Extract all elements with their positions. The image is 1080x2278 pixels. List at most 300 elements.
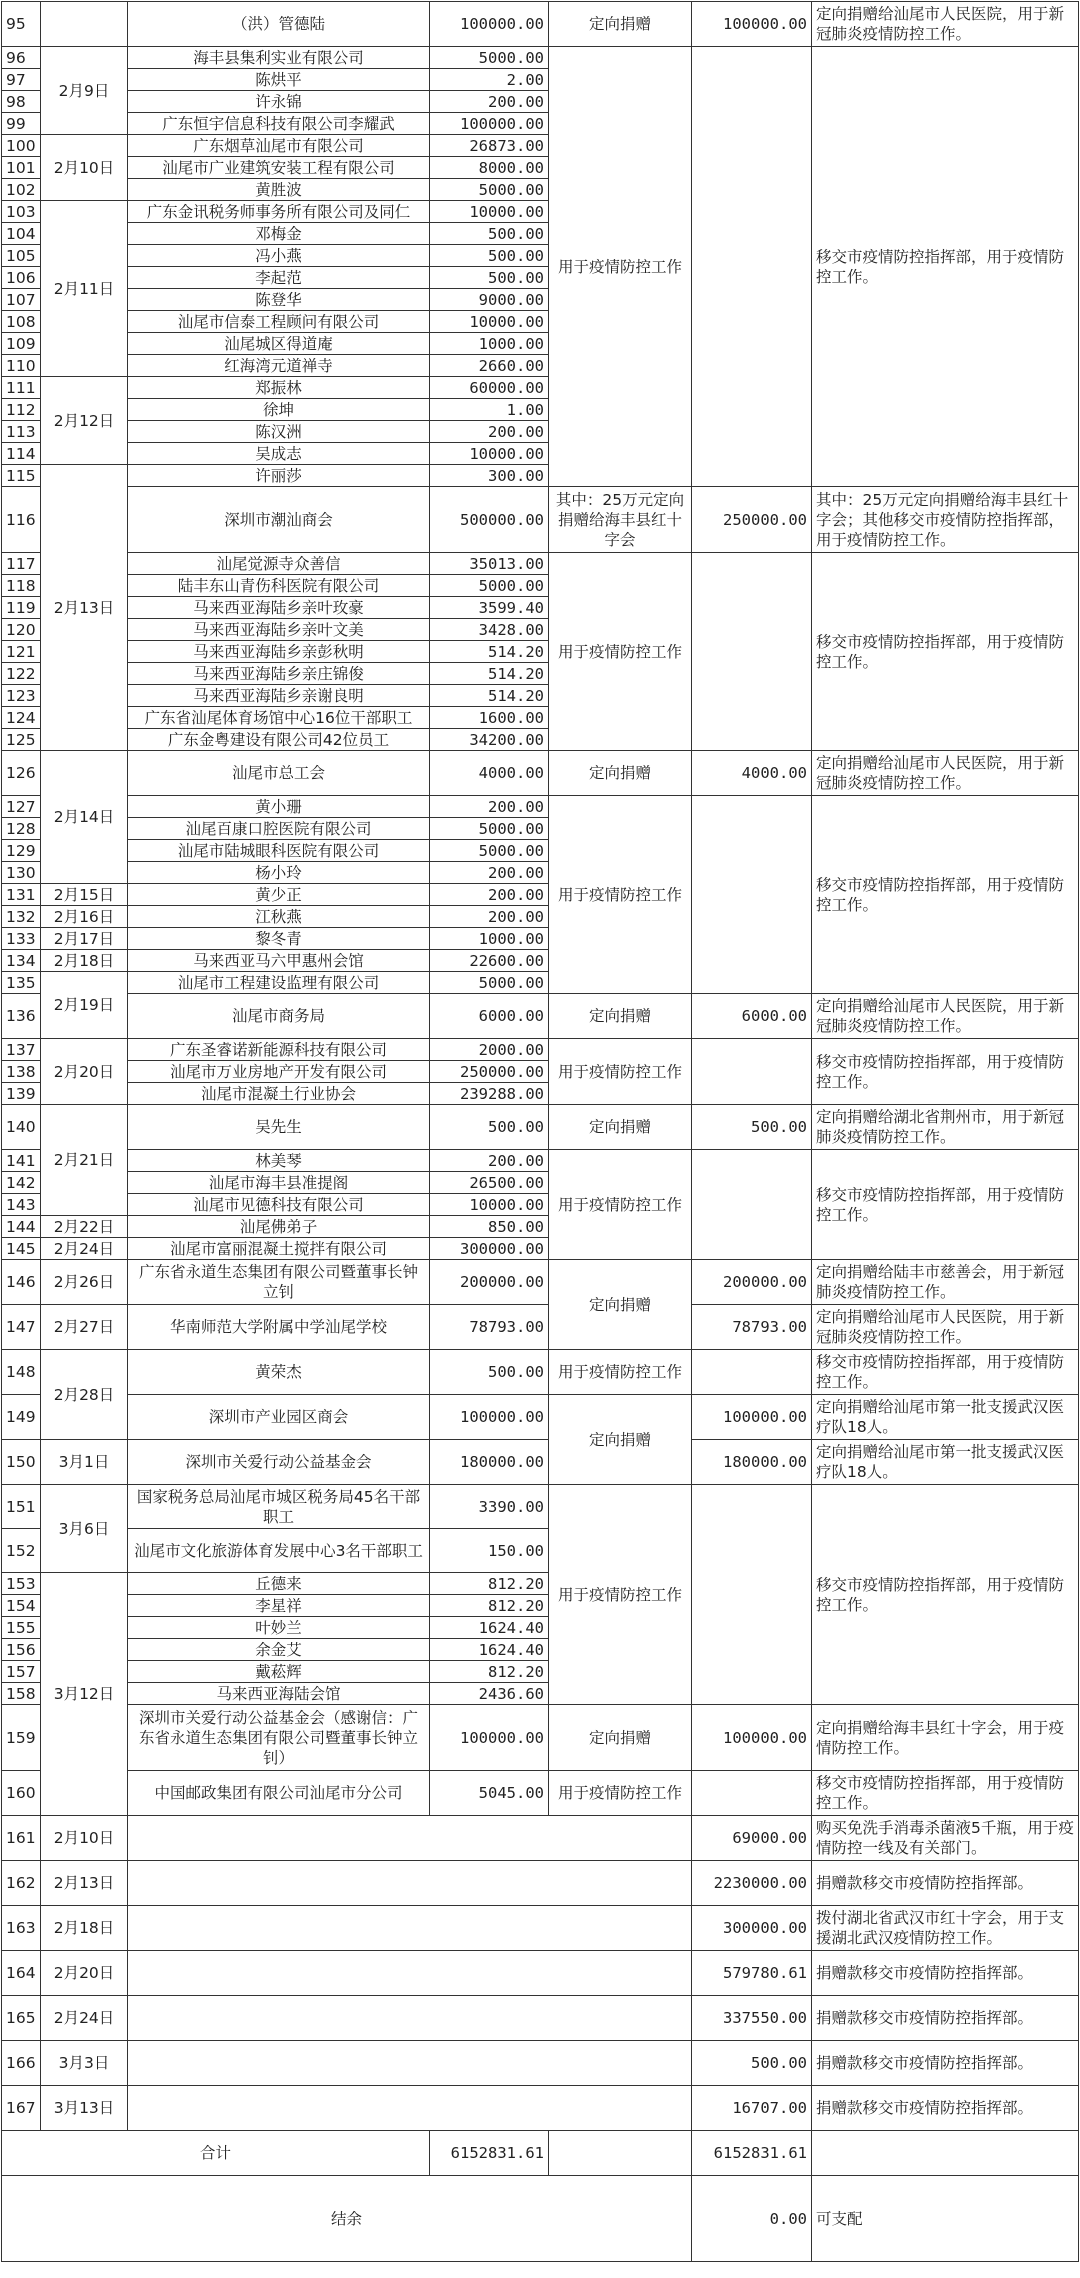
- donor-name: 叶妙兰: [128, 1617, 430, 1639]
- donor-name: 深圳市关爱行动公益基金会: [128, 1440, 430, 1485]
- row-number: 101: [2, 157, 41, 179]
- table-row: [2, 1305, 1079, 1350]
- donor-name: 深圳市关爱行动公益基金会（感谢信：广东省永道生态集团有限公司暨董事长钟立钊）: [128, 1705, 430, 1771]
- table-row: [2, 796, 1079, 818]
- usage-amount: 6000.00: [692, 994, 812, 1039]
- date-cell: 2月22日: [41, 1216, 128, 1238]
- table-row: [2, 1861, 1079, 1906]
- donor-name: 汕尾市陆城眼科医院有限公司: [128, 840, 430, 862]
- donor-name: 郑振林: [128, 377, 430, 399]
- row-number: 99: [2, 113, 41, 135]
- row-number: 118: [2, 575, 41, 597]
- donor-name: 广东圣睿诺新能源科技有限公司: [128, 1039, 430, 1061]
- donor-name: 马来西亚海陆乡亲叶玫豪: [128, 597, 430, 619]
- table-row: [2, 1039, 1079, 1061]
- donation-amount: 10000.00: [430, 1194, 549, 1216]
- empty-cell: [812, 2131, 1079, 2176]
- row-number: 167: [2, 2086, 41, 2131]
- usage-amount: 4000.00: [692, 751, 812, 796]
- remark-cell: 其中：25万元定向捐赠给海丰县红十字会；其他移交市疫情防控指挥部，用于疫情防控工作。: [812, 487, 1079, 553]
- row-number: 129: [2, 840, 41, 862]
- donor-name: 汕尾城区得道庵: [128, 333, 430, 355]
- remark-cell: 定向捐赠给汕尾市第一批支援武汉医疗队18人。: [812, 1440, 1079, 1485]
- donor-name: 余金艾: [128, 1639, 430, 1661]
- date-cell: 2月14日: [41, 751, 128, 884]
- donor-name: （洪）管德陆: [128, 2, 430, 47]
- usage-cell: 用于疫情防控工作: [549, 47, 692, 487]
- row-number: 106: [2, 267, 41, 289]
- donation-amount: 812.20: [430, 1661, 549, 1683]
- remark-cell: 定向捐赠给海丰县红十字会，用于疫情防控工作。: [812, 1705, 1079, 1771]
- usage-amount: 16707.00: [692, 2086, 812, 2131]
- row-number: 122: [2, 663, 41, 685]
- remark-cell: 定向捐赠给汕尾市人民医院，用于新冠肺炎疫情防控工作。: [812, 2, 1079, 47]
- date-cell: 2月20日: [41, 1951, 128, 1996]
- donation-amount: 1000.00: [430, 928, 549, 950]
- usage-amount: 78793.00: [692, 1305, 812, 1350]
- balance-row: [2, 2176, 1079, 2262]
- usage-amount: [692, 1771, 812, 1816]
- donation-amount: 500.00: [430, 1105, 549, 1150]
- row-number: 98: [2, 91, 41, 113]
- table-row: [2, 1816, 1079, 1861]
- donation-amount: 3390.00: [430, 1485, 549, 1529]
- table-row: [2, 1150, 1079, 1172]
- row-number: 131: [2, 884, 41, 906]
- empty-cell: [128, 1996, 692, 2041]
- remark-cell: 定向捐赠给汕尾市第一批支援武汉医疗队18人。: [812, 1395, 1079, 1440]
- row-number: 135: [2, 972, 41, 994]
- row-number: 150: [2, 1440, 41, 1485]
- donor-name: 徐坤: [128, 399, 430, 421]
- balance-label: 结余: [2, 2176, 692, 2262]
- table-row: [2, 1485, 1079, 1529]
- row-number: 113: [2, 421, 41, 443]
- remark-cell: 移交市疫情防控指挥部，用于疫情防控工作。: [812, 796, 1079, 994]
- date-cell: 2月11日: [41, 201, 128, 377]
- date-cell: 2月19日: [41, 972, 128, 1039]
- remark-cell: 移交市疫情防控指挥部，用于疫情防控工作。: [812, 1039, 1079, 1105]
- usage-amount: 579780.61: [692, 1951, 812, 1996]
- remark-cell: 定向捐赠给汕尾市人民医院，用于新冠肺炎疫情防控工作。: [812, 994, 1079, 1039]
- balance-remark: 可支配: [812, 2176, 1079, 2262]
- empty-cell: [549, 2131, 692, 2176]
- donor-name: 黎冬青: [128, 928, 430, 950]
- donation-amount: 1000.00: [430, 333, 549, 355]
- donation-amount: 26873.00: [430, 135, 549, 157]
- donor-name: 冯小燕: [128, 245, 430, 267]
- empty-cell: [128, 1906, 692, 1951]
- usage-cell: 用于疫情防控工作: [549, 1485, 692, 1705]
- date-cell: 2月24日: [41, 1996, 128, 2041]
- row-number: 154: [2, 1595, 41, 1617]
- row-number: 159: [2, 1705, 41, 1771]
- row-number: 145: [2, 1238, 41, 1260]
- donor-name: 汕尾市总工会: [128, 751, 430, 796]
- donor-name: 黄胜波: [128, 179, 430, 201]
- total-usage-amount: 6152831.61: [692, 2131, 812, 2176]
- usage-cell: 定向捐赠: [549, 1705, 692, 1771]
- usage-amount: 100000.00: [692, 1705, 812, 1771]
- donation-amount: 812.20: [430, 1573, 549, 1595]
- row-number: 125: [2, 729, 41, 751]
- remark-cell: 拨付湖北省武汉市红十字会，用于支援湖北武汉疫情防控工作。: [812, 1906, 1079, 1951]
- remark-cell: 购买免洗手消毒杀菌液5千瓶，用于疫情防控一线及有关部门。: [812, 1816, 1079, 1861]
- row-number: 138: [2, 1061, 41, 1083]
- donation-amount: 500000.00: [430, 487, 549, 553]
- row-number: 165: [2, 1996, 41, 2041]
- row-number: 128: [2, 818, 41, 840]
- donor-name: 马来西亚海陆乡亲谢良明: [128, 685, 430, 707]
- date-cell: 2月13日: [41, 465, 128, 751]
- table-row: [2, 1105, 1079, 1150]
- donation-ledger-page: [1, 1, 1079, 2262]
- table-row: [2, 1395, 1079, 1440]
- date-cell: 2月28日: [41, 1350, 128, 1440]
- usage-amount: [692, 1039, 812, 1105]
- donation-amount: 200.00: [430, 421, 549, 443]
- donation-amount: 1600.00: [430, 707, 549, 729]
- donation-amount: 1624.40: [430, 1617, 549, 1639]
- date-cell: 2月15日: [41, 884, 128, 906]
- usage-amount: 500.00: [692, 2041, 812, 2086]
- donation-amount: 22600.00: [430, 950, 549, 972]
- donor-name: 汕尾市工程建设监理有限公司: [128, 972, 430, 994]
- donation-amount: 5000.00: [430, 575, 549, 597]
- donation-amount: 500.00: [430, 223, 549, 245]
- donor-name: 深圳市产业园区商会: [128, 1395, 430, 1440]
- date-cell: 3月1日: [41, 1440, 128, 1485]
- donation-amount: 200.00: [430, 1150, 549, 1172]
- total-label: 合计: [2, 2131, 430, 2176]
- table-row: [2, 47, 1079, 69]
- donation-amount: 100000.00: [430, 1705, 549, 1771]
- row-number: 126: [2, 751, 41, 796]
- row-number: 103: [2, 201, 41, 223]
- date-cell: 3月3日: [41, 2041, 128, 2086]
- usage-amount: 100000.00: [692, 2, 812, 47]
- donation-amount: 10000.00: [430, 443, 549, 465]
- usage-cell: 用于疫情防控工作: [549, 1771, 692, 1816]
- date-cell: 2月24日: [41, 1238, 128, 1260]
- date-cell: 2月26日: [41, 1260, 128, 1305]
- donation-amount: 5000.00: [430, 818, 549, 840]
- donation-amount: 5045.00: [430, 1771, 549, 1816]
- row-number: 144: [2, 1216, 41, 1238]
- donor-name: 汕尾市万业房地产开发有限公司: [128, 1061, 430, 1083]
- donor-name: 汕尾市海丰县准提阁: [128, 1172, 430, 1194]
- donation-amount: 5000.00: [430, 840, 549, 862]
- usage-amount: 69000.00: [692, 1816, 812, 1861]
- remark-cell: 捐赠款移交市疫情防控指挥部。: [812, 2086, 1079, 2131]
- usage-amount: 2230000.00: [692, 1861, 812, 1906]
- donor-name: 许永锦: [128, 91, 430, 113]
- row-number: 146: [2, 1260, 41, 1305]
- row-number: 139: [2, 1083, 41, 1105]
- row-number: 153: [2, 1573, 41, 1595]
- row-number: 137: [2, 1039, 41, 1061]
- donor-name: 中国邮政集团有限公司汕尾市分公司: [128, 1771, 430, 1816]
- remark-cell: 定向捐赠给湖北省荆州市，用于新冠肺炎疫情防控工作。: [812, 1105, 1079, 1150]
- donation-amount: 5000.00: [430, 47, 549, 69]
- row-number: 151: [2, 1485, 41, 1529]
- donation-amount: 1624.40: [430, 1639, 549, 1661]
- row-number: 116: [2, 487, 41, 553]
- row-number: 120: [2, 619, 41, 641]
- row-number: 107: [2, 289, 41, 311]
- donation-amount: 500.00: [430, 267, 549, 289]
- donor-name: 汕尾佛弟子: [128, 1216, 430, 1238]
- row-number: 162: [2, 1861, 41, 1906]
- usage-amount: 250000.00: [692, 487, 812, 553]
- table-row: [2, 994, 1079, 1039]
- donor-name: 吴先生: [128, 1105, 430, 1150]
- donation-amount: 3599.40: [430, 597, 549, 619]
- donation-amount: 850.00: [430, 1216, 549, 1238]
- usage-amount: [692, 1350, 812, 1395]
- donation-amount: 34200.00: [430, 729, 549, 751]
- table-row: [2, 2086, 1079, 2131]
- donation-amount: 9000.00: [430, 289, 549, 311]
- donor-name: 广东省汕尾体育场馆中心16位干部职工: [128, 707, 430, 729]
- donor-name: 陈烘平: [128, 69, 430, 91]
- donor-name: 国家税务总局汕尾市城区税务局45名干部职工: [128, 1485, 430, 1529]
- donation-amount: 200.00: [430, 796, 549, 818]
- remark-cell: 捐赠款移交市疫情防控指挥部。: [812, 1861, 1079, 1906]
- row-number: 97: [2, 69, 41, 91]
- donor-name: 广东金粤建设有限公司42位员工: [128, 729, 430, 751]
- usage-cell: 定向捐赠: [549, 1260, 692, 1350]
- row-number: 112: [2, 399, 41, 421]
- row-number: 141: [2, 1150, 41, 1172]
- row-number: 166: [2, 2041, 41, 2086]
- remark-cell: 捐赠款移交市疫情防控指挥部。: [812, 1996, 1079, 2041]
- row-number: 134: [2, 950, 41, 972]
- row-number: 148: [2, 1350, 41, 1395]
- donor-name: 马来西亚海陆会馆: [128, 1683, 430, 1705]
- remark-cell: 移交市疫情防控指挥部，用于疫情防控工作。: [812, 1150, 1079, 1260]
- empty-cell: [128, 2086, 692, 2131]
- row-number: 96: [2, 47, 41, 69]
- remark-cell: 移交市疫情防控指挥部，用于疫情防控工作。: [812, 47, 1079, 487]
- donor-name: 海丰县集利实业有限公司: [128, 47, 430, 69]
- date-cell: 2月27日: [41, 1305, 128, 1350]
- donation-amount: 500.00: [430, 245, 549, 267]
- donor-name: 广东烟草汕尾市有限公司: [128, 135, 430, 157]
- empty-cell: [128, 1861, 692, 1906]
- usage-amount: [692, 1485, 812, 1705]
- usage-cell: 定向捐赠: [549, 1105, 692, 1150]
- row-number: 156: [2, 1639, 41, 1661]
- donation-amount: 5000.00: [430, 179, 549, 201]
- remark-cell: 移交市疫情防控指挥部，用于疫情防控工作。: [812, 1771, 1079, 1816]
- usage-amount: [692, 47, 812, 487]
- usage-amount: 180000.00: [692, 1440, 812, 1485]
- empty-cell: [128, 1816, 692, 1861]
- usage-amount: 200000.00: [692, 1260, 812, 1305]
- usage-cell: 用于疫情防控工作: [549, 553, 692, 751]
- usage-amount: 337550.00: [692, 1996, 812, 2041]
- date-cell: 2月20日: [41, 1039, 128, 1105]
- donation-ledger-table: [1, 1, 1079, 2262]
- table-row: [2, 1996, 1079, 2041]
- donor-name: 汕尾市信泰工程顾问有限公司: [128, 311, 430, 333]
- donation-amount: 100000.00: [430, 113, 549, 135]
- row-number: 140: [2, 1105, 41, 1150]
- date-cell: [41, 2, 128, 47]
- donor-name: 杨小玲: [128, 862, 430, 884]
- row-number: 110: [2, 355, 41, 377]
- empty-cell: [128, 2041, 692, 2086]
- donor-name: 马来西亚海陆乡亲庄锦俊: [128, 663, 430, 685]
- row-number: 130: [2, 862, 41, 884]
- donor-name: 黄小珊: [128, 796, 430, 818]
- row-number: 157: [2, 1661, 41, 1683]
- donation-amount: 6000.00: [430, 994, 549, 1039]
- donation-amount: 200.00: [430, 91, 549, 113]
- date-cell: 3月13日: [41, 2086, 128, 2131]
- row-number: 132: [2, 906, 41, 928]
- donor-name: 马来西亚马六甲惠州会馆: [128, 950, 430, 972]
- donor-name: 马来西亚海陆乡亲彭秋明: [128, 641, 430, 663]
- usage-cell: 用于疫情防控工作: [549, 1039, 692, 1105]
- usage-cell: 定向捐赠: [549, 994, 692, 1039]
- date-cell: 2月17日: [41, 928, 128, 950]
- donor-name: 陆丰东山青伤科医院有限公司: [128, 575, 430, 597]
- total-donation-amount: 6152831.61: [430, 2131, 549, 2176]
- row-number: 115: [2, 465, 41, 487]
- usage-amount: [692, 796, 812, 994]
- usage-cell: 用于疫情防控工作: [549, 796, 692, 994]
- donation-amount: 300000.00: [430, 1238, 549, 1260]
- donation-amount: 4000.00: [430, 751, 549, 796]
- usage-cell: 定向捐赠: [549, 1395, 692, 1485]
- usage-cell: 用于疫情防控工作: [549, 1350, 692, 1395]
- row-number: 104: [2, 223, 41, 245]
- donation-amount: 514.20: [430, 685, 549, 707]
- donation-amount: 2000.00: [430, 1039, 549, 1061]
- donation-amount: 100000.00: [430, 1395, 549, 1440]
- donation-amount: 3428.00: [430, 619, 549, 641]
- table-row: [2, 487, 1079, 553]
- row-number: 100: [2, 135, 41, 157]
- row-number: 164: [2, 1951, 41, 1996]
- row-number: 105: [2, 245, 41, 267]
- table-row: [2, 1705, 1079, 1771]
- donation-amount: 500.00: [430, 1350, 549, 1395]
- donor-name: 邓梅金: [128, 223, 430, 245]
- usage-cell: 用于疫情防控工作: [549, 1150, 692, 1260]
- date-cell: 3月6日: [41, 1485, 128, 1573]
- row-number: 95: [2, 2, 41, 47]
- donor-name: 陈汉洲: [128, 421, 430, 443]
- usage-amount: [692, 1150, 812, 1260]
- table-row: [2, 751, 1079, 796]
- table-row: [2, 1260, 1079, 1305]
- table-row: [2, 1906, 1079, 1951]
- donation-amount: 1.00: [430, 399, 549, 421]
- table-row: [2, 2041, 1079, 2086]
- donor-name: 汕尾觉源寺众善信: [128, 553, 430, 575]
- donor-name: 汕尾市混凝土行业协会: [128, 1083, 430, 1105]
- date-cell: 2月10日: [41, 135, 128, 201]
- donor-name: 黄少正: [128, 884, 430, 906]
- row-number: 136: [2, 994, 41, 1039]
- remark-cell: 定向捐赠给汕尾市人民医院，用于新冠肺炎疫情防控工作。: [812, 751, 1079, 796]
- remark-cell: 移交市疫情防控指挥部，用于疫情防控工作。: [812, 553, 1079, 751]
- remark-cell: 捐赠款移交市疫情防控指挥部。: [812, 1951, 1079, 1996]
- donor-name: 丘德来: [128, 1573, 430, 1595]
- donation-amount: 10000.00: [430, 201, 549, 223]
- donation-amount: 239288.00: [430, 1083, 549, 1105]
- donation-amount: 150.00: [430, 1529, 549, 1573]
- date-cell: 3月12日: [41, 1573, 128, 1816]
- donor-name: 马来西亚海陆乡亲叶文美: [128, 619, 430, 641]
- remark-cell: 捐赠款移交市疫情防控指挥部。: [812, 2041, 1079, 2086]
- usage-cell: 其中：25万元定向捐赠给海丰县红十字会: [549, 487, 692, 553]
- row-number: 142: [2, 1172, 41, 1194]
- donor-name: 汕尾百康口腔医院有限公司: [128, 818, 430, 840]
- date-cell: 2月16日: [41, 906, 128, 928]
- remark-cell: 移交市疫情防控指挥部，用于疫情防控工作。: [812, 1350, 1079, 1395]
- donor-name: 汕尾市广业建筑安装工程有限公司: [128, 157, 430, 179]
- donation-amount: 2660.00: [430, 355, 549, 377]
- usage-amount: 100000.00: [692, 1395, 812, 1440]
- donor-name: 江秋燕: [128, 906, 430, 928]
- empty-cell: [128, 1951, 692, 1996]
- donation-amount: 2436.60: [430, 1683, 549, 1705]
- row-number: 127: [2, 796, 41, 818]
- date-cell: 2月12日: [41, 377, 128, 465]
- donation-amount: 26500.00: [430, 1172, 549, 1194]
- donor-name: 黄荣杰: [128, 1350, 430, 1395]
- remark-cell: 定向捐赠给陆丰市慈善会，用于新冠肺炎疫情防控工作。: [812, 1260, 1079, 1305]
- donation-amount: 180000.00: [430, 1440, 549, 1485]
- donation-amount: 514.20: [430, 641, 549, 663]
- date-cell: 2月18日: [41, 1906, 128, 1951]
- donation-amount: 35013.00: [430, 553, 549, 575]
- donation-amount: 250000.00: [430, 1061, 549, 1083]
- row-number: 158: [2, 1683, 41, 1705]
- donor-name: 广东金讯税务师事务所有限公司及同仁: [128, 201, 430, 223]
- row-number: 114: [2, 443, 41, 465]
- row-number: 143: [2, 1194, 41, 1216]
- donation-amount: 812.20: [430, 1595, 549, 1617]
- donor-name: 吴成志: [128, 443, 430, 465]
- donor-name: 深圳市潮汕商会: [128, 487, 430, 553]
- row-number: 152: [2, 1529, 41, 1573]
- donor-name: 汕尾市见德科技有限公司: [128, 1194, 430, 1216]
- donation-amount: 2.00: [430, 69, 549, 91]
- table-row: [2, 553, 1079, 575]
- date-cell: 2月10日: [41, 1816, 128, 1861]
- row-number: 163: [2, 1906, 41, 1951]
- donation-amount: 100000.00: [430, 2, 549, 47]
- usage-amount: [692, 553, 812, 751]
- table-row: [2, 2, 1079, 47]
- row-number: 160: [2, 1771, 41, 1816]
- donor-name: 李起范: [128, 267, 430, 289]
- donor-name: 李星祥: [128, 1595, 430, 1617]
- total-row: [2, 2131, 1079, 2176]
- row-number: 119: [2, 597, 41, 619]
- table-row: [2, 1771, 1079, 1816]
- usage-cell: 定向捐赠: [549, 751, 692, 796]
- donation-amount: 514.20: [430, 663, 549, 685]
- balance-amount: 0.00: [692, 2176, 812, 2262]
- row-number: 133: [2, 928, 41, 950]
- donor-name: 汕尾市文化旅游体育发展中心3名干部职工: [128, 1529, 430, 1573]
